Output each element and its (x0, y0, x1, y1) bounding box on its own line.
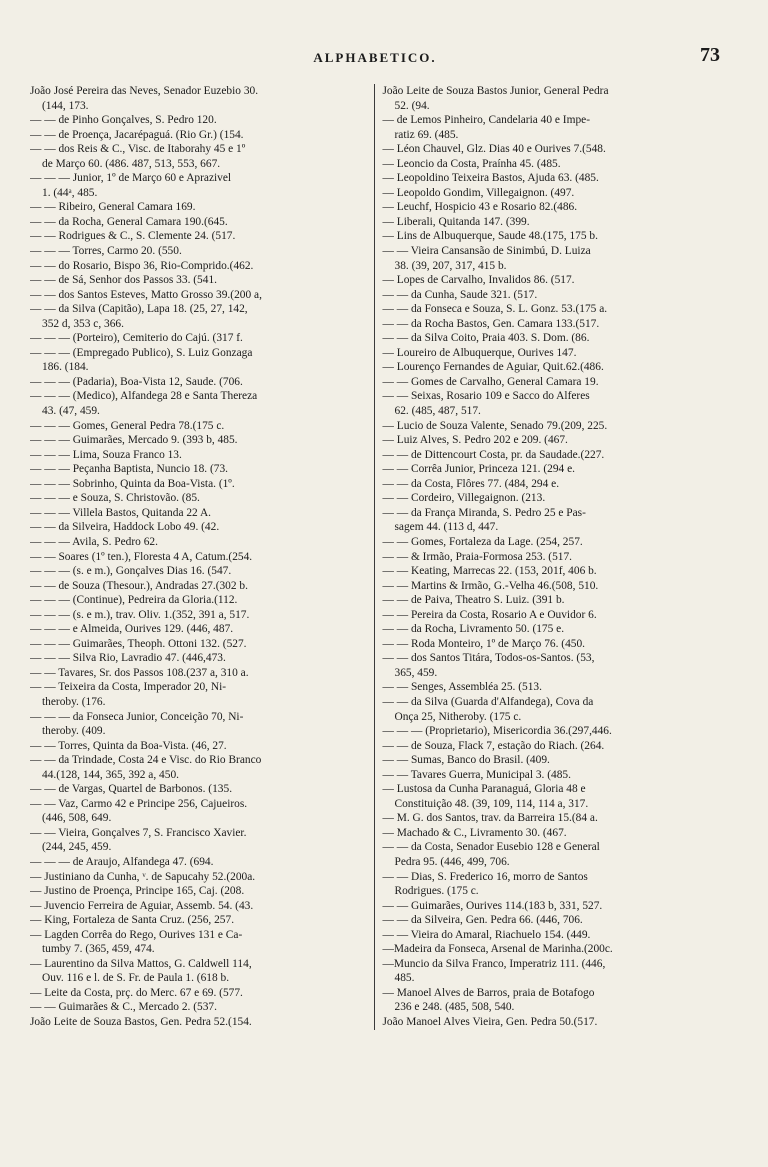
directory-entry-line: — — da Fonseca e Souza, S. L. Gonz. 53.(175 a. (382, 303, 608, 316)
directory-entry-line: 43. (47, 459. (42, 405, 100, 418)
directory-entry-line: — — da Silva (Guarda d'Alfandega), Cova da (382, 695, 594, 708)
directory-entry-line: — Laurentino da Silva Mattos, G. Caldwell 114, (30, 957, 252, 970)
directory-entry-line: theroby. (409. (42, 725, 106, 738)
directory-entry-line: — Machado & C., Livramento 30. (467. (382, 826, 567, 839)
directory-entry-line: João Manoel Alves Vieira, Gen. Pedra 50.(517. (382, 1016, 598, 1028)
directory-entry-line: — — — de Araujo, Alfandega 47. (694. (30, 855, 214, 868)
directory-entry-line: 62. (485, 487, 517. (394, 405, 481, 418)
running-title: ALPHABETICO. (313, 50, 437, 65)
directory-entry-line: — Justiniano da Cunha, ᵛ. de Sapucahy 52.(200a. (30, 870, 256, 883)
directory-entry-line: — — Cordeiro, Villegaignon. (213. (382, 492, 546, 505)
directory-entry-line: — — Tavares, Sr. dos Passos 108.(237 a, 310 a. (30, 666, 249, 679)
directory-entry-line: 186. (184. (42, 361, 89, 374)
directory-entry-line: — Justino de Proença, Principe 165, Caj. (208. (30, 885, 245, 898)
directory-entry-line: — Liberali, Quitanda 147. (399. (382, 215, 530, 228)
directory-entry-line: — — Tavares Guerra, Municipal 3. (485. (382, 768, 571, 781)
directory-entry-line: — — da Cunha, Saude 321. (517. (382, 288, 538, 301)
directory-entry-line: — — dos Reis & C., Visc. de Itaborahy 45 e 1º (30, 143, 246, 156)
directory-entry-line: — — Corrêa Junior, Princeza 121. (294 e. (382, 463, 576, 476)
directory-entry-line: — M. G. dos Santos, trav. da Barreira 15.(84 a. (382, 812, 598, 825)
directory-entry-line: — — Vieira Cansansão de Sinimbú, D. Luiza (382, 245, 591, 258)
directory-entry-line: 365, 459. (394, 666, 438, 679)
directory-entry-line: — — de Vargas, Quartel de Barbonos. (135. (30, 783, 233, 796)
directory-entry-line: (446, 508, 649. (42, 812, 112, 825)
directory-entry-line: — — — (s. e m.), Gonçalves Dias 16. (547. (30, 565, 232, 578)
directory-entry-line: — — de Souza (Thesour.), Andradas 27.(302 b. (30, 579, 248, 592)
directory-entry-line: — — da Rocha, General Camara 190.(645. (30, 215, 228, 228)
directory-entry-line: — — do Rosario, Bispo 36, Rio-Comprido.(462. (30, 259, 254, 272)
directory-entry-line: — — — da Fonseca Junior, Conceição 70, Ni- (30, 710, 244, 723)
directory-entry-line: 52. (94. (394, 99, 430, 112)
left-column (30, 84, 372, 1030)
directory-entry-line: — de Lemos Pinheiro, Candelaria 40 e Impe- (382, 114, 591, 127)
directory-entry-line: de Março 60. (486. 487, 513, 553, 667. (42, 157, 221, 170)
directory-entry-line: — — da Silveira, Haddock Lobo 49. (42. (30, 521, 220, 534)
directory-entry-line: — — da Costa, Senador Eusebio 128 e General (382, 841, 600, 854)
directory-entry-line: — — — Guimarães, Mercado 9. (393 b, 485. (30, 434, 238, 447)
directory-entry-line: — — da Rocha Bastos, Gen. Camara 133.(517. (382, 317, 600, 330)
directory-entry-line: — Leite da Costa, prç. do Merc. 67 e 69. (577. (30, 986, 243, 999)
directory-entry-line: — — Roda Monteiro, 1º de Março 76. (450. (382, 637, 586, 650)
directory-entry-line: — — — Lima, Souza Franco 13. (30, 448, 182, 461)
directory-entry-line: — Léon Chauvel, Glz. Dias 40 e Ourives 7.(548. (382, 143, 606, 156)
directory-entry-line: — Leopoldo Gondim, Villegaignon. (497. (382, 186, 575, 199)
directory-entry-line: — — — (Empregado Publico), S. Luiz Gonzaga (30, 346, 253, 359)
directory-entry-line: —Madeira da Fonseca, Arsenal de Marinha.(200c. (382, 943, 613, 956)
directory-entry-line: Constituição 48. (39, 109, 114, 114 a, 317. (394, 797, 589, 810)
right-column (377, 84, 721, 1030)
directory-entry-line: — — da Rocha, Livramento 50. (175 e. (382, 623, 565, 636)
two-column-listing (30, 84, 720, 1030)
directory-entry-line: — — — Villela Bastos, Quitanda 22 A. (30, 506, 212, 519)
directory-entry-line: — — de Pinho Gonçalves, S. Pedro 120. (30, 114, 217, 127)
directory-entry-line: — — da França Miranda, S. Pedro 25 e Pas- (382, 506, 586, 519)
directory-entry-line: — — — (Continue), Pedreira da Gloria.(112. (30, 594, 238, 607)
directory-entry-line: — Lopes de Carvalho, Invalidos 86. (517. (382, 274, 575, 287)
directory-entry-line: — — — Guimarães, Theoph. Ottoni 132. (527. (30, 637, 247, 650)
directory-entry-line: — — — (Medico), Alfandega 28 e Santa Thereza (30, 390, 258, 403)
directory-entry-line: — — — (Porteiro), Cemiterio do Cajú. (317 f. (30, 332, 243, 345)
directory-entry-line: — — & Irmão, Praia-Formosa 253. (517. (382, 550, 572, 563)
directory-entry-line: — — — Sobrinho, Quinta da Boa-Vista. (1º. (30, 477, 235, 490)
directory-entry-line: — — de Proença, Jacarépaguá. (Rio Gr.) (154. (30, 128, 244, 141)
directory-entry-line: theroby. (176. (42, 695, 106, 708)
directory-entry-line: sagem 44. (113 d, 447. (394, 521, 499, 534)
directory-entry-line: — — — (Proprietario), Misericordia 36.(297,446. (382, 725, 612, 738)
directory-entry-line: — — da Costa, Flôres 77. (484, 294 e. (382, 477, 560, 490)
directory-entry-line: — — Gomes, Fortaleza da Lage. (254, 257. (382, 535, 583, 548)
directory-entry-line: — — — Peçanha Baptista, Nuncio 18. (73. (30, 463, 229, 476)
directory-entry-line: — — Martins & Irmão, G.-Velha 46.(508, 510. (382, 579, 599, 592)
directory-entry-line: 485. (394, 972, 415, 985)
directory-entry-line: — — de Souza, Flack 7, estação do Riach. (264. (382, 739, 605, 752)
directory-entry-line: (144, 173. (42, 99, 89, 112)
directory-entry-line: — — Soares (1º ten.), Floresta 4 A, Catum.(254. (30, 550, 253, 563)
directory-entry-line: ratiz 69. (485. (394, 128, 459, 141)
page-header (30, 44, 720, 84)
directory-entry-line: Pedra 95. (446, 499, 706. (394, 855, 510, 868)
directory-entry-line: — — — (s. e m.), trav. Oliv. 1.(352, 391 a, 517. (30, 608, 250, 621)
directory-entry-line: — — — e Souza, S. Christovão. (85. (30, 492, 200, 505)
directory-entry-line: 44.(128, 144, 365, 392 a, 450. (42, 768, 179, 781)
directory-entry-line: — Lagden Corrêa do Rego, Ourives 131 e Ca- (30, 928, 243, 941)
directory-entry-line: tumby 7. (365, 459, 474. (42, 943, 155, 956)
directory-entry-line: 352 d, 353 c, 366. (42, 317, 124, 330)
directory-entry-line: — — Dias, S. Frederico 16, morro de Santos (382, 870, 588, 883)
directory-entry-line: — — — (Padaria), Boa-Vista 12, Saude. (706. (30, 375, 243, 388)
directory-entry-line: João Leite de Souza Bastos Junior, General Pedra (382, 85, 609, 97)
directory-entry-line: — — da Trindade, Costa 24 e Visc. do Rio Branco (30, 754, 262, 767)
directory-entry-line: — — da Silveira, Gen. Pedra 66. (446, 706. (382, 914, 583, 927)
directory-entry-line: — — Rodrigues & C., S. Clemente 24. (517. (30, 230, 236, 243)
directory-entry-line: — Lustosa da Cunha Paranaguá, Gloria 48 e (382, 783, 586, 796)
directory-entry-line: — — Guimarães, Ourives 114.(183 b, 331, 527. (382, 899, 603, 912)
directory-entry-line: — — — Silva Rio, Lavradio 47. (446,473. (30, 652, 226, 665)
directory-entry-line: — Lucio de Souza Valente, Senado 79.(209, 225. (382, 419, 608, 432)
directory-entry-line: — — — e Almeida, Ourives 129. (446, 487. (30, 623, 234, 636)
page-number: 73 (700, 44, 720, 66)
directory-entry-line: — — Vieira do Amaral, Riachuelo 154. (449. (382, 928, 591, 941)
directory-entry-line: — — — Torres, Carmo 20. (550. (30, 245, 182, 258)
directory-entry-line: — — de Sá, Senhor dos Passos 33. (541. (30, 274, 217, 287)
directory-entry-line: — — de Paiva, Theatro S. Luiz. (391 b. (382, 594, 565, 607)
directory-entry-line: — Juvencio Ferreira de Aguiar, Assemb. 54. (43. (30, 899, 254, 912)
column-divider (374, 84, 375, 1030)
directory-entry-line: — Lins de Albuquerque, Saude 48.(175, 175 b. (382, 230, 598, 243)
directory-entry-line: João José Pereira das Neves, Senador Euzebio 30. (30, 85, 259, 97)
directory-entry-line: — — Torres, Quinta da Boa-Vista. (46, 27. (30, 739, 227, 752)
directory-entry-line: — — dos Santos Titára, Todos-os-Santos. (53, (382, 652, 595, 665)
directory-entry-line: (244, 245, 459. (42, 841, 112, 854)
directory-entry-line: — Leopoldino Teixeira Bastos, Ajuda 63. (485. (382, 172, 599, 185)
directory-entry-line: — — Keating, Marrecas 22. (153, 201f, 406 b. (382, 565, 597, 578)
directory-entry-line: — — de Dittencourt Costa, pr. da Saudade.(227. (382, 448, 605, 461)
directory-entry-line: — — da Silva (Capitão), Lapa 18. (25, 27, 142, (30, 303, 248, 316)
directory-entry-line: — Loureiro de Albuquerque, Ourives 147. (382, 346, 577, 359)
directory-entry-line: Ouv. 116 e l. de S. Fr. de Paula 1. (618 b. (42, 972, 230, 985)
directory-entry-line: — King, Fortaleza de Santa Cruz. (256, 257. (30, 914, 235, 927)
directory-entry-line: — — Vieira, Gonçalves 7, S. Francisco Xavier. (30, 826, 247, 839)
directory-entry-line: — — Guimarães & C., Mercado 2. (537. (30, 1001, 217, 1014)
directory-entry-line: — — Sumas, Banco do Brasil. (409. (382, 754, 550, 767)
directory-entry-line: — — — Junior, 1º de Março 60 e Aprazivel (30, 172, 232, 185)
directory-entry-line: — — Seixas, Rosario 109 e Sacco do Alferes (382, 390, 590, 403)
directory-entry-line: — — Pereira da Costa, Rosario A e Ouvidor 6. (382, 608, 597, 621)
directory-entry-line: Rodrigues. (175 c. (394, 885, 479, 898)
directory-entry-line: — Leoncio da Costa, Praínha 45. (485. (382, 157, 561, 170)
directory-entry-line: — Leuchf, Hospicio 43 e Rosario 82.(486. (382, 201, 578, 214)
directory-entry-line: — — — Gomes, General Pedra 78.(175 c. (30, 419, 225, 432)
directory-entry-line: Onça 25, Nitheroby. (175 c. (394, 710, 522, 723)
directory-entry-line: — — Teixeira da Costa, Imperador 20, Ni- (30, 681, 227, 694)
directory-entry-line: —Muncio da Silva Franco, Imperatriz 111. (446, (382, 957, 606, 970)
directory-entry-line: 1. (44ᵃ, 485. (42, 186, 98, 199)
directory-entry-line: — — dos Santos Esteves, Matto Grosso 39.(200 a, (30, 288, 262, 301)
directory-entry-line: — — — Avila, S. Pedro 62. (30, 535, 158, 548)
directory-entry-line: — — Gomes de Carvalho, General Camara 19. (382, 375, 599, 388)
directory-entry-line: — — Ribeiro, General Camara 169. (30, 201, 196, 214)
directory-entry-line: — Lourenço Fernandes de Aguiar, Quit.62.(486. (382, 361, 604, 374)
directory-entry-line: — Manoel Alves de Barros, praia de Botafogo (382, 986, 595, 999)
directory-entry-line: 236 e 248. (485, 508, 540. (394, 1001, 515, 1014)
directory-entry-line: João Leite de Souza Bastos, Gen. Pedra 52.(154. (30, 1016, 252, 1028)
directory-entry-line: 38. (39, 207, 317, 415 b. (394, 259, 507, 272)
directory-entry-line: — — Vaz, Carmo 42 e Principe 256, Cajueiros. (30, 797, 248, 810)
directory-entry-line: — Luiz Alves, S. Pedro 202 e 209. (467. (382, 434, 568, 447)
directory-entry-line: — — da Silva Coito, Praia 403. S. Dom. (86. (382, 332, 590, 345)
directory-entry-line: — — Senges, Assembléa 25. (513. (382, 681, 542, 694)
